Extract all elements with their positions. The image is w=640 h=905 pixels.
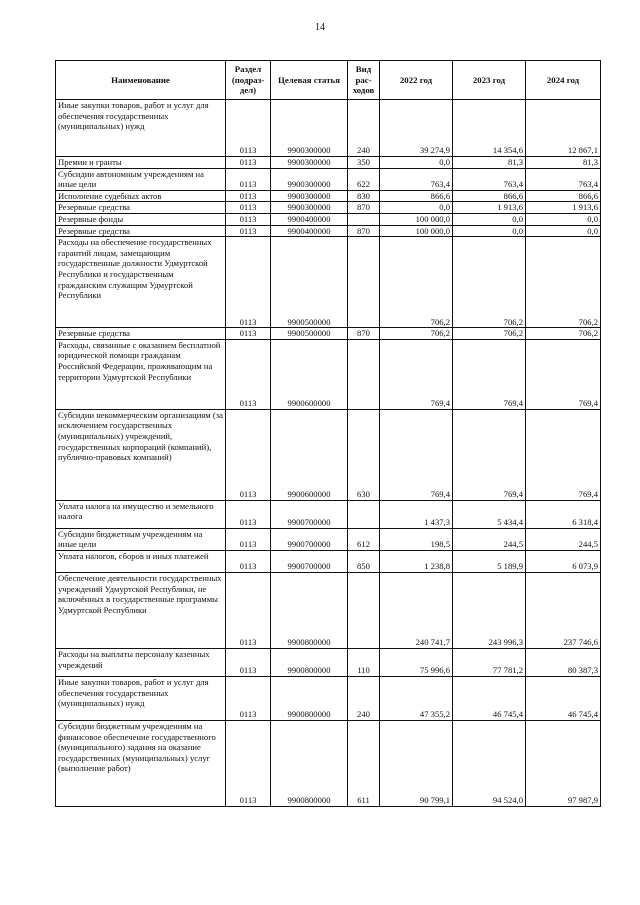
cell-2023: 769,4 xyxy=(453,339,526,409)
cell-2022: 47 355,2 xyxy=(380,676,453,720)
cell-2023: 77 781,2 xyxy=(453,648,526,676)
cell-type: 870 xyxy=(348,202,380,214)
cell-2024: 6 073,9 xyxy=(526,550,601,572)
cell-2024: 706,2 xyxy=(526,237,601,328)
cell-2024: 763,4 xyxy=(526,168,601,190)
cell-name: Уплата налогов, сборов и иных платежей xyxy=(56,550,226,572)
cell-name: Уплата налога на имущество и земельного налога xyxy=(56,500,226,528)
cell-2023: 706,2 xyxy=(453,237,526,328)
cell-2022: 769,4 xyxy=(380,339,453,409)
cell-2023: 0,0 xyxy=(453,213,526,225)
cell-2024: 0,0 xyxy=(526,213,601,225)
cell-2024: 0,0 xyxy=(526,225,601,237)
cell-section: 0113 xyxy=(226,550,271,572)
cell-2023: 866,6 xyxy=(453,190,526,202)
cell-target: 9900400000 xyxy=(271,213,348,225)
cell-name: Резервные средства xyxy=(56,202,226,214)
cell-2022: 769,4 xyxy=(380,409,453,500)
cell-target: 9900800000 xyxy=(271,572,348,648)
header-2024: 2024 год xyxy=(526,61,601,100)
cell-type: 611 xyxy=(348,720,380,806)
cell-2022: 706,2 xyxy=(380,328,453,340)
table-row xyxy=(56,409,601,500)
table-row xyxy=(56,237,601,328)
cell-section: 0113 xyxy=(226,500,271,528)
cell-target: 9900800000 xyxy=(271,676,348,720)
cell-section: 0113 xyxy=(226,648,271,676)
cell-type: 630 xyxy=(348,409,380,500)
cell-2022: 0,0 xyxy=(380,202,453,214)
cell-name: Премии и гранты xyxy=(56,157,226,169)
cell-target: 9900800000 xyxy=(271,720,348,806)
cell-name: Субсидии бюджетным учреждениям на финансовое обеспечение государственного (муниципального) задания на оказание государственных (муниципальных) услуг (выполнение работ) xyxy=(56,720,226,806)
cell-2022: 1 238,8 xyxy=(380,550,453,572)
cell-2023: 243 996,3 xyxy=(453,572,526,648)
cell-name: Резервные фонды xyxy=(56,213,226,225)
cell-section: 0113 xyxy=(226,237,271,328)
cell-2022: 100 000,0 xyxy=(380,213,453,225)
cell-type: 850 xyxy=(348,550,380,572)
cell-section: 0113 xyxy=(226,225,271,237)
cell-target: 9900300000 xyxy=(271,100,348,157)
header-2022: 2022 год xyxy=(380,61,453,100)
cell-type: 240 xyxy=(348,100,380,157)
cell-2022: 90 799,1 xyxy=(380,720,453,806)
cell-2022: 198,5 xyxy=(380,528,453,550)
cell-2024: 81,3 xyxy=(526,157,601,169)
cell-2023: 81,3 xyxy=(453,157,526,169)
cell-type: 350 xyxy=(348,157,380,169)
cell-2024: 46 745,4 xyxy=(526,676,601,720)
cell-type xyxy=(348,572,380,648)
table-row xyxy=(56,572,601,648)
cell-2023: 5 434,4 xyxy=(453,500,526,528)
cell-2023: 94 524,0 xyxy=(453,720,526,806)
cell-2023: 14 354,6 xyxy=(453,100,526,157)
cell-2024: 12 867,1 xyxy=(526,100,601,157)
cell-2023: 0,0 xyxy=(453,225,526,237)
cell-2023: 46 745,4 xyxy=(453,676,526,720)
header-type: Вид рас-ходов xyxy=(348,61,380,100)
header-name: Наименование xyxy=(56,61,226,100)
cell-2023: 769,4 xyxy=(453,409,526,500)
table-body xyxy=(56,100,601,807)
table-row xyxy=(56,202,601,214)
cell-2022: 75 996,6 xyxy=(380,648,453,676)
cell-section: 0113 xyxy=(226,190,271,202)
cell-target: 9900300000 xyxy=(271,190,348,202)
cell-type xyxy=(348,237,380,328)
cell-target: 9900800000 xyxy=(271,648,348,676)
cell-section: 0113 xyxy=(226,720,271,806)
cell-2024: 80 387,3 xyxy=(526,648,601,676)
cell-section: 0113 xyxy=(226,202,271,214)
cell-section: 0113 xyxy=(226,339,271,409)
cell-name: Резервные средства xyxy=(56,225,226,237)
cell-type: 870 xyxy=(348,225,380,237)
cell-target: 9900300000 xyxy=(271,168,348,190)
header-2023: 2023 год xyxy=(453,61,526,100)
cell-2024: 866,6 xyxy=(526,190,601,202)
cell-2023: 244,5 xyxy=(453,528,526,550)
cell-2022: 1 437,3 xyxy=(380,500,453,528)
cell-name: Субсидии некоммерческим организациям (за исключением государственных (муниципальных) учреждений, государственных корпораций (компаний), публично-правовых компаний) xyxy=(56,409,226,500)
table-row xyxy=(56,328,601,340)
budget-table xyxy=(55,60,601,807)
page-number: 14 xyxy=(315,22,325,33)
cell-2023: 1 913,6 xyxy=(453,202,526,214)
header-target: Целевая статья xyxy=(271,61,348,100)
cell-name: Иные закупки товаров, работ и услуг для обеспечения государственных (муниципальных) нужд xyxy=(56,100,226,157)
table-row xyxy=(56,157,601,169)
cell-2022: 39 274,9 xyxy=(380,100,453,157)
table-row xyxy=(56,168,601,190)
table-row xyxy=(56,190,601,202)
cell-type: 870 xyxy=(348,328,380,340)
cell-name: Расходы на обеспечение государственных гарантий лицам, замещающим государственные должности Удмуртской Республики и государственным гражданским служащим Удмуртской Республики xyxy=(56,237,226,328)
cell-name: Резервные средства xyxy=(56,328,226,340)
table-row xyxy=(56,339,601,409)
cell-name: Иные закупки товаров, работ и услуг для обеспечения государственных (муниципальных) нужд xyxy=(56,676,226,720)
cell-2024: 237 746,6 xyxy=(526,572,601,648)
cell-target: 9900400000 xyxy=(271,225,348,237)
table-row xyxy=(56,100,601,157)
cell-section: 0113 xyxy=(226,572,271,648)
cell-type: 612 xyxy=(348,528,380,550)
cell-type: 110 xyxy=(348,648,380,676)
cell-target: 9900700000 xyxy=(271,550,348,572)
table-row xyxy=(56,550,601,572)
cell-2024: 769,4 xyxy=(526,409,601,500)
cell-type: 830 xyxy=(348,190,380,202)
cell-section: 0113 xyxy=(226,100,271,157)
cell-type xyxy=(348,339,380,409)
cell-2024: 244,5 xyxy=(526,528,601,550)
cell-target: 9900300000 xyxy=(271,202,348,214)
cell-2022: 866,6 xyxy=(380,190,453,202)
table-row xyxy=(56,676,601,720)
table-row xyxy=(56,213,601,225)
cell-section: 0113 xyxy=(226,213,271,225)
cell-name: Расходы на выплаты персоналу казенных учреждений xyxy=(56,648,226,676)
cell-target: 9900300000 xyxy=(271,157,348,169)
cell-name: Расходы, связанные с оказанием бесплатной юридической помощи гражданам Российской Федерации, проживающим на территории Удмуртской Республики xyxy=(56,339,226,409)
cell-2024: 1 913,6 xyxy=(526,202,601,214)
cell-2022: 706,2 xyxy=(380,237,453,328)
cell-name: Субсидии бюджетным учреждениям на иные цели xyxy=(56,528,226,550)
table-row xyxy=(56,528,601,550)
cell-section: 0113 xyxy=(226,676,271,720)
cell-section: 0113 xyxy=(226,168,271,190)
cell-target: 9900500000 xyxy=(271,237,348,328)
cell-target: 9900600000 xyxy=(271,339,348,409)
cell-section: 0113 xyxy=(226,528,271,550)
cell-target: 9900600000 xyxy=(271,409,348,500)
cell-type xyxy=(348,213,380,225)
header-section: Раздел (подраз-дел) xyxy=(226,61,271,100)
cell-2024: 769,4 xyxy=(526,339,601,409)
cell-2024: 6 318,4 xyxy=(526,500,601,528)
table-row xyxy=(56,225,601,237)
cell-section: 0113 xyxy=(226,409,271,500)
cell-section: 0113 xyxy=(226,328,271,340)
cell-2022: 0,0 xyxy=(380,157,453,169)
cell-name: Исполнение судебных актов xyxy=(56,190,226,202)
cell-section: 0113 xyxy=(226,157,271,169)
cell-target: 9900700000 xyxy=(271,528,348,550)
table-header-row xyxy=(56,61,601,100)
table-row xyxy=(56,720,601,806)
cell-type: 622 xyxy=(348,168,380,190)
cell-name: Субсидии автономным учреждениям на иные цели xyxy=(56,168,226,190)
table-row xyxy=(56,648,601,676)
cell-2022: 240 741,7 xyxy=(380,572,453,648)
cell-2022: 100 000,0 xyxy=(380,225,453,237)
cell-2022: 763,4 xyxy=(380,168,453,190)
cell-name: Обеспечение деятельности государственных учреждений Удмуртской Республики, не включённых в государственные программы Удмуртской Республики xyxy=(56,572,226,648)
table-row xyxy=(56,500,601,528)
cell-type: 240 xyxy=(348,676,380,720)
cell-2023: 5 189,9 xyxy=(453,550,526,572)
cell-2024: 706,2 xyxy=(526,328,601,340)
cell-target: 9900700000 xyxy=(271,500,348,528)
cell-2024: 97 987,9 xyxy=(526,720,601,806)
cell-type xyxy=(348,500,380,528)
cell-2023: 763,4 xyxy=(453,168,526,190)
cell-target: 9900500000 xyxy=(271,328,348,340)
cell-2023: 706,2 xyxy=(453,328,526,340)
